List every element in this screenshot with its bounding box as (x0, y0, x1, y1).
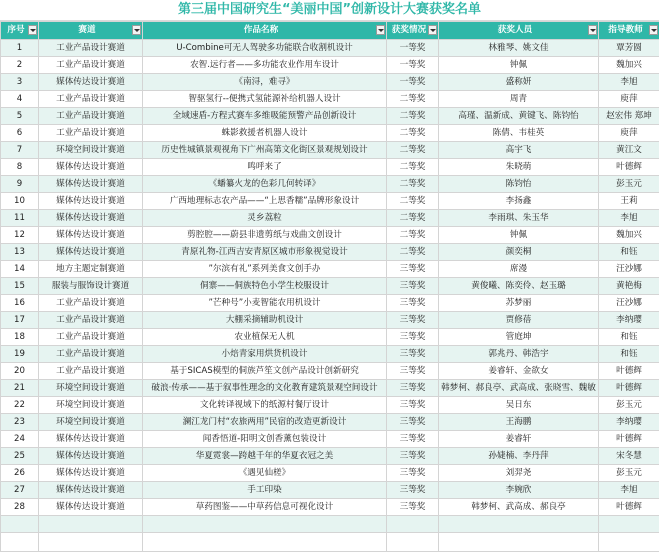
cell-work-name[interactable]: 蛛影救援者机器人设计 (143, 125, 387, 142)
cell-index[interactable]: 8 (1, 159, 39, 176)
empty-cell[interactable] (143, 533, 387, 552)
cell-award[interactable]: 一等奖 (387, 57, 439, 74)
cell-work-name[interactable]: 农业植保无人机 (143, 329, 387, 346)
cell-award[interactable]: 三等奖 (387, 380, 439, 397)
cell-index[interactable]: 10 (1, 193, 39, 210)
cell-track[interactable]: 媒体传达设计赛道 (39, 210, 143, 227)
cell-work-name[interactable]: 基于SICAS模型的侗族芦笙文创产品设计创新研究 (143, 363, 387, 380)
cell-winners[interactable]: 李雨琪、朱玉华 (439, 210, 599, 227)
cell-work-name[interactable]: 广西地理标志农产品——“上思香糯”品牌形象设计 (143, 193, 387, 210)
filter-dropdown-icon[interactable] (588, 25, 597, 35)
cell-award[interactable]: 三等奖 (387, 329, 439, 346)
table-row[interactable] (1, 278, 659, 295)
cell-award[interactable]: 二等奖 (387, 125, 439, 142)
cell-advisor[interactable]: 王莉 (599, 193, 659, 210)
table-row[interactable] (1, 210, 659, 227)
table-row[interactable] (1, 482, 659, 499)
cell-advisor[interactable]: 庾萍 (599, 125, 659, 142)
cell-winners[interactable]: 陈倩、韦桂英 (439, 125, 599, 142)
table-row[interactable] (1, 329, 659, 346)
cell-index[interactable]: 3 (1, 74, 39, 91)
cell-index[interactable]: 13 (1, 244, 39, 261)
cell-winners[interactable]: 周青 (439, 91, 599, 108)
cell-work-name[interactable]: 手工印染 (143, 482, 387, 499)
cell-index[interactable]: 22 (1, 397, 39, 414)
cell-track[interactable]: 环境空间设计赛道 (39, 142, 143, 159)
cell-award[interactable]: 三等奖 (387, 312, 439, 329)
cell-work-name[interactable]: 大棚采摘辅助机设计 (143, 312, 387, 329)
cell-work-name[interactable]: 破浪·传承——基于叙事性理念的文化教育建筑景观空间设计 (143, 380, 387, 397)
cell-award[interactable]: 三等奖 (387, 346, 439, 363)
cell-award[interactable]: 三等奖 (387, 465, 439, 482)
cell-winners[interactable]: 姜睿轩、金欲女 (439, 363, 599, 380)
cell-index[interactable]: 28 (1, 499, 39, 516)
cell-advisor[interactable]: 李纳璎 (599, 312, 659, 329)
cell-index[interactable]: 24 (1, 431, 39, 448)
table-row[interactable] (1, 74, 659, 91)
header-winners[interactable]: 获奖人员 (439, 22, 599, 40)
cell-index[interactable]: 27 (1, 482, 39, 499)
cell-work-name[interactable]: U-Combine可无人驾驶多功能联合收割机设计 (143, 40, 387, 57)
cell-index[interactable]: 20 (1, 363, 39, 380)
cell-advisor[interactable]: 彭玉元 (599, 397, 659, 414)
empty-cell[interactable] (387, 516, 439, 533)
cell-track[interactable]: 环境空间设计赛道 (39, 414, 143, 431)
header-track[interactable]: 赛道 (39, 22, 143, 40)
cell-award[interactable]: 二等奖 (387, 176, 439, 193)
cell-advisor[interactable]: 覃芳圆 (599, 40, 659, 57)
cell-advisor[interactable]: 庾萍 (599, 91, 659, 108)
cell-index[interactable]: 26 (1, 465, 39, 482)
cell-index[interactable]: 14 (1, 261, 39, 278)
cell-index[interactable]: 23 (1, 414, 39, 431)
empty-cell[interactable] (1, 516, 39, 533)
cell-advisor[interactable]: 李纳璎 (599, 414, 659, 431)
filter-dropdown-icon[interactable] (28, 25, 37, 35)
cell-index[interactable]: 19 (1, 346, 39, 363)
cell-advisor[interactable]: 汪沙娜 (599, 261, 659, 278)
cell-advisor[interactable]: 彭玉元 (599, 176, 659, 193)
cell-advisor[interactable]: 李旭 (599, 210, 659, 227)
cell-award[interactable]: 二等奖 (387, 142, 439, 159)
cell-index[interactable]: 6 (1, 125, 39, 142)
table-row[interactable] (1, 261, 659, 278)
cell-work-name[interactable]: 《南浔，难寻》 (143, 74, 387, 91)
cell-work-name[interactable]: 《蟠纂火龙的色彩几何转译》 (143, 176, 387, 193)
cell-index[interactable]: 11 (1, 210, 39, 227)
cell-winners[interactable]: 苏梦丽 (439, 295, 599, 312)
cell-index[interactable]: 25 (1, 448, 39, 465)
empty-row[interactable] (1, 533, 659, 552)
cell-award[interactable]: 一等奖 (387, 74, 439, 91)
cell-advisor[interactable]: 和钰 (599, 244, 659, 261)
cell-index[interactable]: 21 (1, 380, 39, 397)
empty-row[interactable] (1, 516, 659, 533)
cell-work-name[interactable]: 文化转译视域下的纸源村餐厅设计 (143, 397, 387, 414)
cell-track[interactable]: 环境空间设计赛道 (39, 380, 143, 397)
cell-index[interactable]: 17 (1, 312, 39, 329)
header-work-name[interactable]: 作品名称 (143, 22, 387, 40)
cell-winners[interactable]: 韩梦柯、郝良亭、武高成、张晓雪、魏敏 (439, 380, 599, 397)
table-row[interactable] (1, 499, 659, 516)
cell-work-name[interactable]: 历史性城镇景观视角下广州高第文化街区景观规划设计 (143, 142, 387, 159)
filter-dropdown-icon[interactable] (428, 25, 437, 35)
cell-award[interactable]: 二等奖 (387, 193, 439, 210)
cell-winners[interactable]: 钟佩 (439, 57, 599, 74)
cell-award[interactable]: 二等奖 (387, 244, 439, 261)
cell-award[interactable]: 三等奖 (387, 414, 439, 431)
cell-work-name[interactable]: 农智.远行者——多功能农业作用车设计 (143, 57, 387, 74)
cell-winners[interactable]: 朱晓萌 (439, 159, 599, 176)
cell-winners[interactable]: 盛称妍 (439, 74, 599, 91)
table-row[interactable] (1, 295, 659, 312)
cell-work-name[interactable]: 青原礼物-江西吉安青原区城市形象视觉设计 (143, 244, 387, 261)
table-row[interactable] (1, 414, 659, 431)
cell-index[interactable]: 4 (1, 91, 39, 108)
cell-track[interactable]: 媒体传达设计赛道 (39, 465, 143, 482)
cell-work-name[interactable]: 华夏霓裳—跨越千年的华夏衣冠之美 (143, 448, 387, 465)
cell-winners[interactable]: 孙婕楠、李丹萍 (439, 448, 599, 465)
cell-winners[interactable]: 黄俊曦、陈奕伶、赵玉璐 (439, 278, 599, 295)
cell-track[interactable]: 工业产品设计赛道 (39, 125, 143, 142)
filter-dropdown-icon[interactable] (132, 25, 141, 35)
cell-winners[interactable]: 韩梦柯、武高成、郝良亭 (439, 499, 599, 516)
cell-track[interactable]: 工业产品设计赛道 (39, 363, 143, 380)
cell-index[interactable]: 18 (1, 329, 39, 346)
cell-advisor[interactable]: 叶德辉 (599, 499, 659, 516)
cell-index[interactable]: 12 (1, 227, 39, 244)
cell-award[interactable]: 二等奖 (387, 227, 439, 244)
empty-cell[interactable] (439, 533, 599, 552)
table-row[interactable] (1, 159, 659, 176)
cell-track[interactable]: 工业产品设计赛道 (39, 91, 143, 108)
sheet-title: 第三届中国研究生“美丽中国”创新设计大赛获奖名单 (0, 0, 659, 21)
table-row[interactable] (1, 465, 659, 482)
table-row[interactable] (1, 176, 659, 193)
empty-cell[interactable] (599, 533, 659, 552)
table-row[interactable] (1, 312, 659, 329)
cell-work-name[interactable]: 灵乡荔粒 (143, 210, 387, 227)
cell-track[interactable]: 工业产品设计赛道 (39, 329, 143, 346)
cell-winners[interactable]: 高宇飞 (439, 142, 599, 159)
cell-winners[interactable]: 吴日东 (439, 397, 599, 414)
cell-work-name[interactable]: 全域速盾-方程式赛车多维吸能预警产品创新设计 (143, 108, 387, 125)
table-row[interactable] (1, 193, 659, 210)
cell-advisor[interactable]: 魏加兴 (599, 227, 659, 244)
cell-advisor[interactable]: 宋冬慧 (599, 448, 659, 465)
table-row[interactable] (1, 227, 659, 244)
cell-award[interactable]: 三等奖 (387, 499, 439, 516)
cell-index[interactable]: 9 (1, 176, 39, 193)
cell-winners[interactable]: 贾修蓓 (439, 312, 599, 329)
cell-award[interactable]: 二等奖 (387, 91, 439, 108)
cell-work-name[interactable]: 智驱氢行--便携式氢能源补给机器人设计 (143, 91, 387, 108)
cell-advisor[interactable]: 汪沙娜 (599, 295, 659, 312)
cell-track[interactable]: 工业产品设计赛道 (39, 108, 143, 125)
cell-winners[interactable]: 高瑾、温新成、黄键飞、陈钧怡 (439, 108, 599, 125)
cell-award[interactable]: 三等奖 (387, 482, 439, 499)
cell-track[interactable]: 工业产品设计赛道 (39, 40, 143, 57)
cell-award[interactable]: 三等奖 (387, 295, 439, 312)
header-award[interactable]: 获奖情况 (387, 22, 439, 40)
cell-work-name[interactable]: 小焙青家用烘货机设计 (143, 346, 387, 363)
empty-cell[interactable] (439, 516, 599, 533)
table-row[interactable] (1, 431, 659, 448)
cell-track[interactable]: 工业产品设计赛道 (39, 295, 143, 312)
cell-winners[interactable]: 李扬鑫 (439, 193, 599, 210)
table-row[interactable] (1, 397, 659, 414)
cell-award[interactable]: 三等奖 (387, 448, 439, 465)
cell-award[interactable]: 二等奖 (387, 210, 439, 227)
cell-index[interactable]: 5 (1, 108, 39, 125)
empty-cell[interactable] (143, 516, 387, 533)
cell-award[interactable]: 二等奖 (387, 108, 439, 125)
cell-track[interactable]: 媒体传达设计赛道 (39, 193, 143, 210)
cell-advisor[interactable]: 叶德辉 (599, 363, 659, 380)
cell-track[interactable]: 工业产品设计赛道 (39, 346, 143, 363)
table-row[interactable] (1, 57, 659, 74)
cell-track[interactable]: 工业产品设计赛道 (39, 57, 143, 74)
filter-dropdown-icon[interactable] (376, 25, 385, 35)
table-row[interactable] (1, 91, 659, 108)
cell-winners[interactable]: 郭兆丹、韩浩宇 (439, 346, 599, 363)
header-row (1, 22, 659, 40)
cell-winners[interactable]: 颜奕桐 (439, 244, 599, 261)
table-row[interactable] (1, 380, 659, 397)
cell-advisor[interactable]: 李旭 (599, 482, 659, 499)
cell-work-name[interactable]: 鸣呼来了 (143, 159, 387, 176)
cell-work-name[interactable]: 侗寨——侗族特色小学生校服设计 (143, 278, 387, 295)
table-row[interactable] (1, 40, 659, 57)
table-row[interactable] (1, 448, 659, 465)
empty-cell[interactable] (1, 533, 39, 552)
cell-work-name[interactable]: 剪腔腔——蔚县非遗剪纸与戏曲文创设计 (143, 227, 387, 244)
cell-award[interactable]: 二等奖 (387, 159, 439, 176)
cell-track[interactable]: 媒体传达设计赛道 (39, 159, 143, 176)
cell-winners[interactable]: 席漫 (439, 261, 599, 278)
cell-advisor[interactable]: 叶德辉 (599, 380, 659, 397)
cell-winners[interactable]: 刘羿尧 (439, 465, 599, 482)
cell-advisor[interactable]: 叶德辉 (599, 159, 659, 176)
cell-award[interactable]: 三等奖 (387, 363, 439, 380)
table-row[interactable] (1, 346, 659, 363)
cell-work-name[interactable]: 草药图鉴——中草药信息可视化设计 (143, 499, 387, 516)
cell-track[interactable]: 服装与服饰设计赛道 (39, 278, 143, 295)
cell-advisor[interactable]: 彭玉元 (599, 465, 659, 482)
cell-index[interactable]: 7 (1, 142, 39, 159)
cell-award[interactable]: 一等奖 (387, 40, 439, 57)
cell-advisor[interactable]: 黄江文 (599, 142, 659, 159)
header-index[interactable]: 序号 (1, 22, 39, 40)
cell-advisor[interactable]: 黄艳梅 (599, 278, 659, 295)
cell-advisor[interactable]: 李旭 (599, 74, 659, 91)
table-row[interactable] (1, 125, 659, 142)
cell-track[interactable]: 工业产品设计赛道 (39, 312, 143, 329)
cell-track[interactable]: 媒体传达设计赛道 (39, 74, 143, 91)
cell-index[interactable]: 2 (1, 57, 39, 74)
cell-index[interactable]: 16 (1, 295, 39, 312)
cell-advisor[interactable]: 和钰 (599, 346, 659, 363)
cell-advisor[interactable]: 和钰 (599, 329, 659, 346)
cell-winners[interactable]: 王海鹏 (439, 414, 599, 431)
cell-winners[interactable]: 陈钧怡 (439, 176, 599, 193)
filter-dropdown-icon[interactable] (649, 25, 658, 35)
empty-cell[interactable] (387, 533, 439, 552)
cell-winners[interactable]: 钟佩 (439, 227, 599, 244)
cell-track[interactable]: 媒体传达设计赛道 (39, 499, 143, 516)
cell-advisor[interactable]: 赵宏伟 郑坤 (599, 108, 659, 125)
header-advisor[interactable]: 指导教师 (599, 22, 659, 40)
table-row[interactable] (1, 142, 659, 159)
award-table (0, 21, 659, 552)
cell-track[interactable]: 媒体传达设计赛道 (39, 176, 143, 193)
empty-cell[interactable] (39, 533, 143, 552)
table-row[interactable] (1, 108, 659, 125)
cell-track[interactable]: 媒体传达设计赛道 (39, 227, 143, 244)
cell-work-name[interactable]: 《遇见仙槎》 (143, 465, 387, 482)
cell-work-name[interactable]: ”芒种号”小麦智能农用机设计 (143, 295, 387, 312)
cell-index[interactable]: 1 (1, 40, 39, 57)
cell-track[interactable]: 媒体传达设计赛道 (39, 482, 143, 499)
empty-cell[interactable] (599, 516, 659, 533)
cell-track[interactable]: 媒体传达设计赛道 (39, 431, 143, 448)
cell-winners[interactable]: 林雅琴、姚文佳 (439, 40, 599, 57)
cell-award[interactable]: 三等奖 (387, 278, 439, 295)
cell-award[interactable]: 三等奖 (387, 397, 439, 414)
table-row[interactable] (1, 363, 659, 380)
cell-work-name[interactable]: ”尔滨有礼”系列美食文创手办 (143, 261, 387, 278)
cell-winners[interactable]: 姜睿轩 (439, 431, 599, 448)
cell-work-name[interactable]: 澜江龙门村“农旅两用”民宿的改造更新设计 (143, 414, 387, 431)
cell-advisor[interactable]: 叶德辉 (599, 431, 659, 448)
cell-track[interactable]: 环境空间设计赛道 (39, 397, 143, 414)
cell-track[interactable]: 媒体传达设计赛道 (39, 244, 143, 261)
cell-winners[interactable]: 李婉欣 (439, 482, 599, 499)
cell-track[interactable]: 地方主题定制赛道 (39, 261, 143, 278)
cell-winners[interactable]: 管庭坤 (439, 329, 599, 346)
cell-track[interactable]: 媒体传达设计赛道 (39, 448, 143, 465)
cell-work-name[interactable]: 闻香悟道-阳明文创香薰包装设计 (143, 431, 387, 448)
cell-advisor[interactable]: 魏加兴 (599, 57, 659, 74)
cell-award[interactable]: 三等奖 (387, 261, 439, 278)
cell-award[interactable]: 三等奖 (387, 431, 439, 448)
cell-index[interactable]: 15 (1, 278, 39, 295)
table-row[interactable] (1, 244, 659, 261)
empty-cell[interactable] (39, 516, 143, 533)
